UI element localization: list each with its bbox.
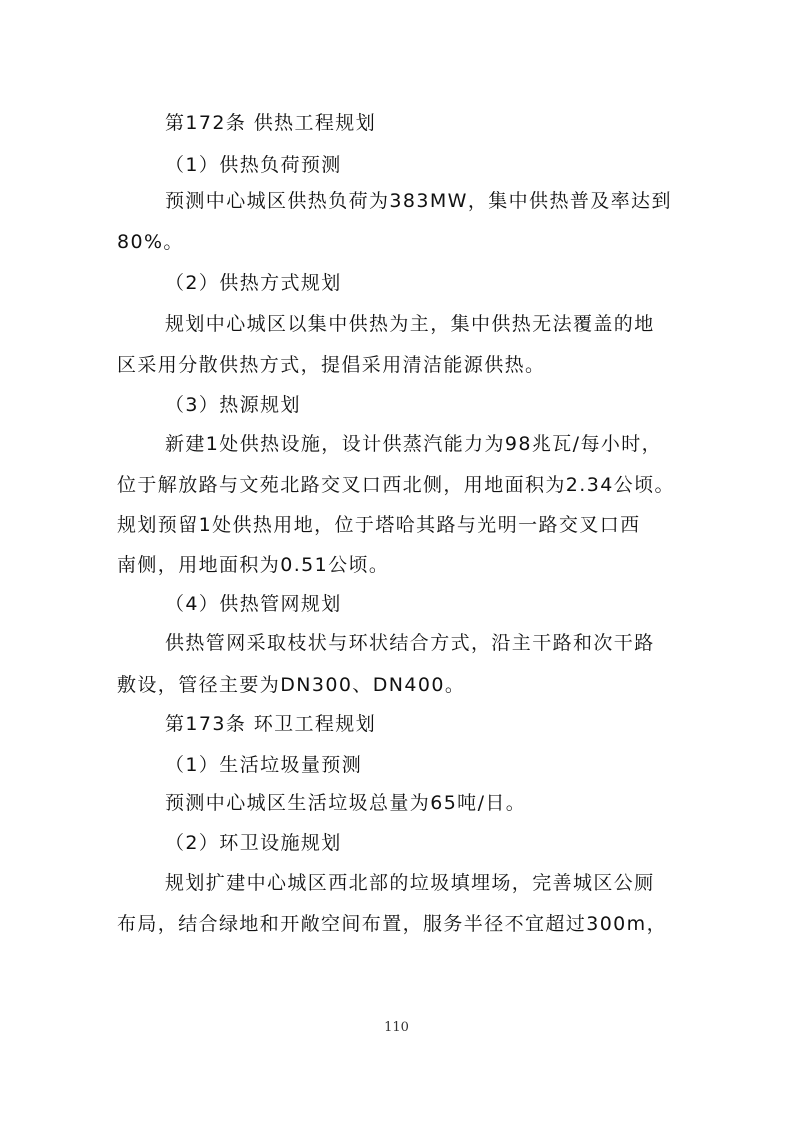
paragraph-line: 规划预留1处供热用地，位于塔哈其路与光明一路交叉口西 [117,514,641,536]
paragraph-line: 位于解放路与文苑北路交叉口西北侧，用地面积为2.34公顷。 [117,474,675,496]
paragraph-line: 规划中心城区以集中供热为主，集中供热无法覆盖的地 [165,313,655,335]
paragraph-line: 布局，结合绿地和开敞空间布置，服务半径不宜超过300m， [117,913,667,935]
paragraph-line: 南侧，用地面积为0.51公顷。 [117,554,390,576]
section-waste-forecast: （1）生活垃圾量预测 [165,754,363,776]
page-number: 110 [384,1020,409,1035]
section-heating-network-plan: （4）供热管网规划 [165,593,342,615]
article-172-heading: 第172条 供热工程规划 [165,112,377,134]
section-heating-load-forecast: （1）供热负荷预测 [165,154,342,176]
paragraph-line: 80%。 [117,231,184,253]
paragraph-line: 规划扩建中心城区西北部的垃圾填埋场，完善城区公厕 [165,872,655,894]
section-heating-mode-plan: （2）供热方式规划 [165,272,342,294]
section-sanitation-facilities-plan: （2）环卫设施规划 [165,832,342,854]
article-173-heading: 第173条 环卫工程规划 [165,713,377,735]
paragraph-line: 供热管网采取枝状与环状结合方式，沿主干路和次干路 [165,632,655,654]
paragraph-line: 敷设，管径主要为DN300、DN400。 [117,674,466,696]
paragraph-line: 预测中心城区供热负荷为383MW，集中供热普及率达到 [165,190,672,212]
paragraph-line: 区采用分散供热方式，提倡采用清洁能源供热。 [117,354,546,376]
section-heat-source-plan: （3）热源规划 [165,394,301,416]
paragraph-line: 预测中心城区生活垃圾总量为65吨/日。 [165,792,527,814]
paragraph-line: 新建1处供热设施，设计供蒸汽能力为98兆瓦/每小时， [165,433,663,455]
